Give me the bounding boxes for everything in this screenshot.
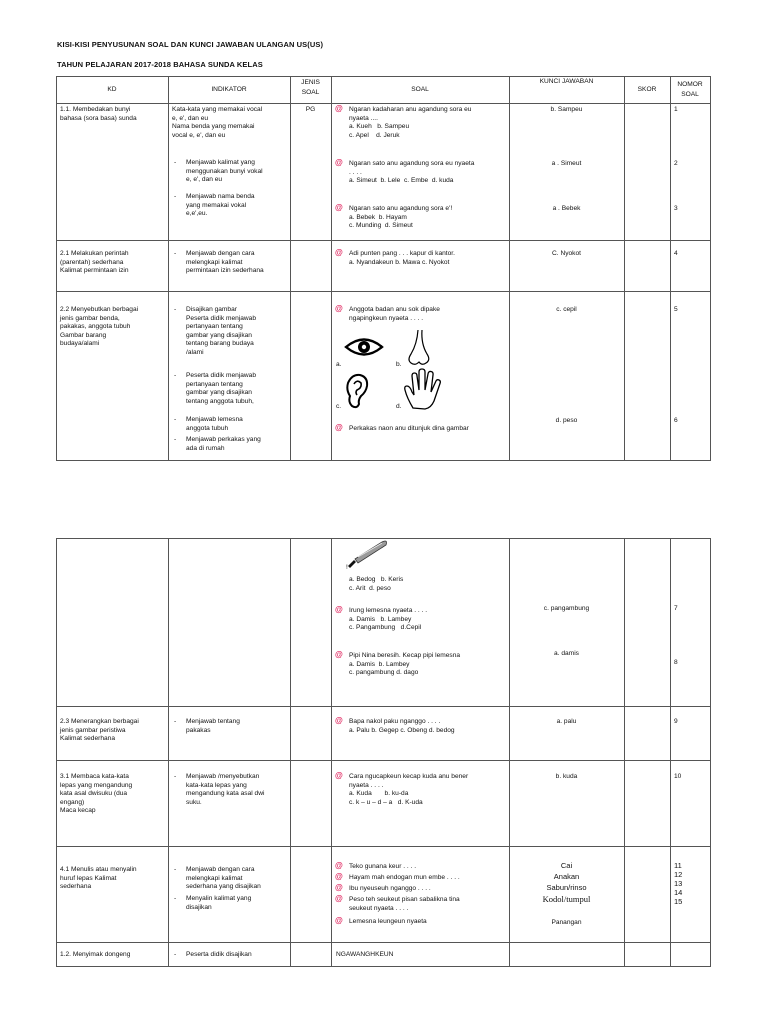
- knife-icon: [344, 540, 390, 568]
- header-kd: KD: [107, 86, 117, 93]
- option-c: c.: [336, 403, 342, 410]
- nomor-9: 9: [674, 718, 678, 725]
- indikator-1-1-a: Kata-kata yang memakai vocal e, e', dan eu Nama benda yang memakai vocal e, e', dan eu: [172, 106, 263, 139]
- nomor-8: 8: [674, 659, 678, 666]
- indikator-4-1-a: Menjawab dengan cara melengkapi kalimat sederhana yang disajikan: [186, 866, 261, 891]
- indikator-2-2-b: Peserta didik menjawab pertanyaan tentang gambar yang disajikan tentang anggota tubuh,: [186, 372, 257, 405]
- nomor-2: 2: [674, 160, 678, 167]
- soal-2: Ngaran sato anu agandung sora eu nyaeta . . . . a. Simeut b. Lele c. Embe d. kuda: [349, 160, 475, 185]
- kunci-6: d. peso: [555, 417, 578, 424]
- soal-15: Lemesna leungeun nyaeta: [349, 918, 427, 925]
- soal-6: Perkakas naon anu ditunjuk dina gambar: [349, 425, 469, 432]
- soal-5: Anggota badan anu sok dipake ngapingkeun nyaeta . . . .: [349, 306, 440, 322]
- option-d: d.: [396, 403, 402, 410]
- kd-1-2: 1.2. Menyimak dongeng: [60, 951, 131, 958]
- indikator-1-1-c: Menjawab nama benda yang memakai vokal e,e',eu.: [186, 193, 255, 218]
- kd-2-3: 2.3 Menerangkan berbagai jenis gambar peristiwa Kalimat sederhana: [60, 718, 139, 743]
- kunci-13: Sabun/rinso: [546, 883, 587, 892]
- kunci-2: a . Simeut: [551, 160, 582, 167]
- soal-10: Cara ngucapkeun kecap kuda anu bener nyaeta . . . . a. Kuda b. ku-da c. k – u – d – a d. K-uda: [349, 773, 469, 806]
- kunci-9: a. palu: [556, 718, 577, 725]
- kunci-15: Panangan: [551, 919, 582, 926]
- doc-title: KISI-KISI PENYUSUNAN SOAL DAN KUNCI JAWABAN ULANGAN US(US): [57, 40, 324, 49]
- kunci-12: Anakan: [553, 872, 580, 881]
- indikator-2-2-a: Disajikan gambar Peserta didik menjawab pertanyaan tentang gambar yang disajikan tentang barang budaya /alami: [186, 306, 257, 356]
- header-nomor-1: NOMOR: [677, 81, 703, 88]
- soal-3: Ngaran sato anu agandung sora e'! a. Bebek b. Hayam c. Munding d. Simeut: [349, 205, 453, 230]
- kunci-1: b. Sampeu: [550, 106, 583, 113]
- kunci-11: Cai: [560, 861, 573, 870]
- soal-7: Irung lemesna nyaeta . . . . a. Damis b. Lambey c. Pangambung d.Cepil: [349, 607, 428, 632]
- nomor-5: 5: [674, 306, 678, 313]
- indikator-2-1: Menjawab dengan cara melengkapi kalimat permintaan izin sederhana: [186, 250, 264, 275]
- soal-14: Peso teh seukeut pisan sabalikna tina seukeut nyaeta . . . .: [349, 896, 460, 912]
- ear-icon: [344, 372, 370, 410]
- kunci-14: Kodol/tumpul: [542, 894, 591, 904]
- eye-icon: [344, 334, 384, 360]
- header-indikator: INDIKATOR: [211, 86, 247, 93]
- kunci-4: C. Nyokot: [552, 250, 581, 257]
- header-jenis-1: JENIS: [301, 79, 320, 86]
- indikator-2-2-c: Menjawab lemesna anggota tubuh: [186, 416, 243, 432]
- nomor-14: 14: [674, 888, 683, 897]
- kunci-3: a . Bebek: [552, 205, 581, 212]
- kd-2-2: 2.2 Menyebutkan berbagai jenis gambar benda, pakakas, anggota tubuh Gambar barang budaya/alami: [60, 306, 139, 348]
- kunci-5: c. cepil: [556, 306, 577, 313]
- indikator-3-1: Menjawab /menyebutkan kata-kata lepas yang mengandung kata asal dwi suku.: [186, 773, 265, 806]
- soal-13: Ibu nyeuseuh nganggo . . . .: [349, 885, 431, 892]
- header-nomor-2: SOAL: [681, 91, 699, 98]
- indikator-1-2: Peserta didik disajikan: [186, 951, 252, 958]
- kd-2-1: 2.1 Melakukan perintah (parentah) sederhana Kalimat permintaan izin: [60, 250, 129, 275]
- nomor-6: 6: [674, 417, 678, 424]
- nomor-3: 3: [674, 205, 678, 212]
- soal-9: Bapa nakol paku nganggo . . . . a. Palu b. Gegep c. Obeng d. bedog: [349, 718, 455, 734]
- option-b: b.: [396, 361, 402, 368]
- soal-4: Adi punten pang . . . kapur di kantor. a. Nyandakeun b. Mawa c. Nyokot: [349, 250, 455, 266]
- hand-icon: [403, 368, 445, 410]
- kunci-8: a. damis: [554, 650, 579, 657]
- indikator-2-3: Menjawab tentang pakakas: [186, 718, 240, 734]
- nomor-11: 11: [674, 861, 682, 870]
- jenis-soal: PG: [305, 106, 316, 113]
- header-soal: SOAL: [411, 86, 429, 93]
- indikator-4-1-b: Menyalin kalimat yang disajikan: [186, 895, 252, 911]
- soal-6-options: a. Bedog b. Keris c. Arit d. peso: [349, 576, 404, 592]
- kd-1-1: 1.1. Membedakan bunyi bahasa (sora basa) sunda: [60, 106, 137, 122]
- kd-4-1: 4.1 Menulis atau menyalin huruf lepas Kalimat sederhana: [60, 866, 137, 891]
- nomor-1: 1: [674, 106, 678, 113]
- nomor-4: 4: [674, 250, 678, 257]
- nomor-15: 15: [674, 897, 683, 906]
- doc-subtitle: TAHUN PELAJARAN 2017-2018 BAHASA SUNDA KELAS: [57, 60, 263, 69]
- nomor-13: 13: [674, 879, 683, 888]
- soal-8: Pipi Nina beresih. Kecap pipi lemesna a. Damis b. Lambey c. pangambung d. dago: [349, 652, 461, 677]
- header-skor: SKOR: [637, 86, 657, 93]
- soal-ngawangkeun: NGAWANGHKEUN: [336, 951, 394, 958]
- indikator-1-1-b: Menjawab kalimat yang menggunakan bunyi vokal e, e', dan eu: [186, 159, 263, 184]
- kd-3-1: 3.1 Membaca kata-kata lepas yang mengandung kata asal dwisuku (dua engang) Maca kecap: [60, 773, 133, 815]
- indikator-2-2-d: Menjawab perkakas yang ada di rumah: [186, 436, 261, 452]
- kunci-10: b. kuda: [555, 773, 578, 780]
- nose-icon: [405, 328, 435, 368]
- soal-12: Hayam mah endogan mun embe . . . .: [349, 874, 460, 881]
- nomor-7: 7: [674, 605, 678, 612]
- nomor-10: 10: [674, 773, 682, 780]
- header-kunci: KUNCI JAWABAN: [539, 78, 594, 85]
- excl-mark: !: [346, 564, 348, 571]
- soal-11: Teko gunana keur . . . .: [349, 863, 417, 870]
- nomor-12: 12: [674, 870, 683, 879]
- header-jenis-2: SOAL: [301, 89, 320, 96]
- kunci-7: c. pangambung: [543, 605, 590, 612]
- soal-1: Ngaran kadaharan anu agandung sora eu nyaeta .... a. Kueh b. Sampeu c. Apel d. Jeruk: [349, 106, 472, 139]
- option-a: a.: [336, 361, 342, 368]
